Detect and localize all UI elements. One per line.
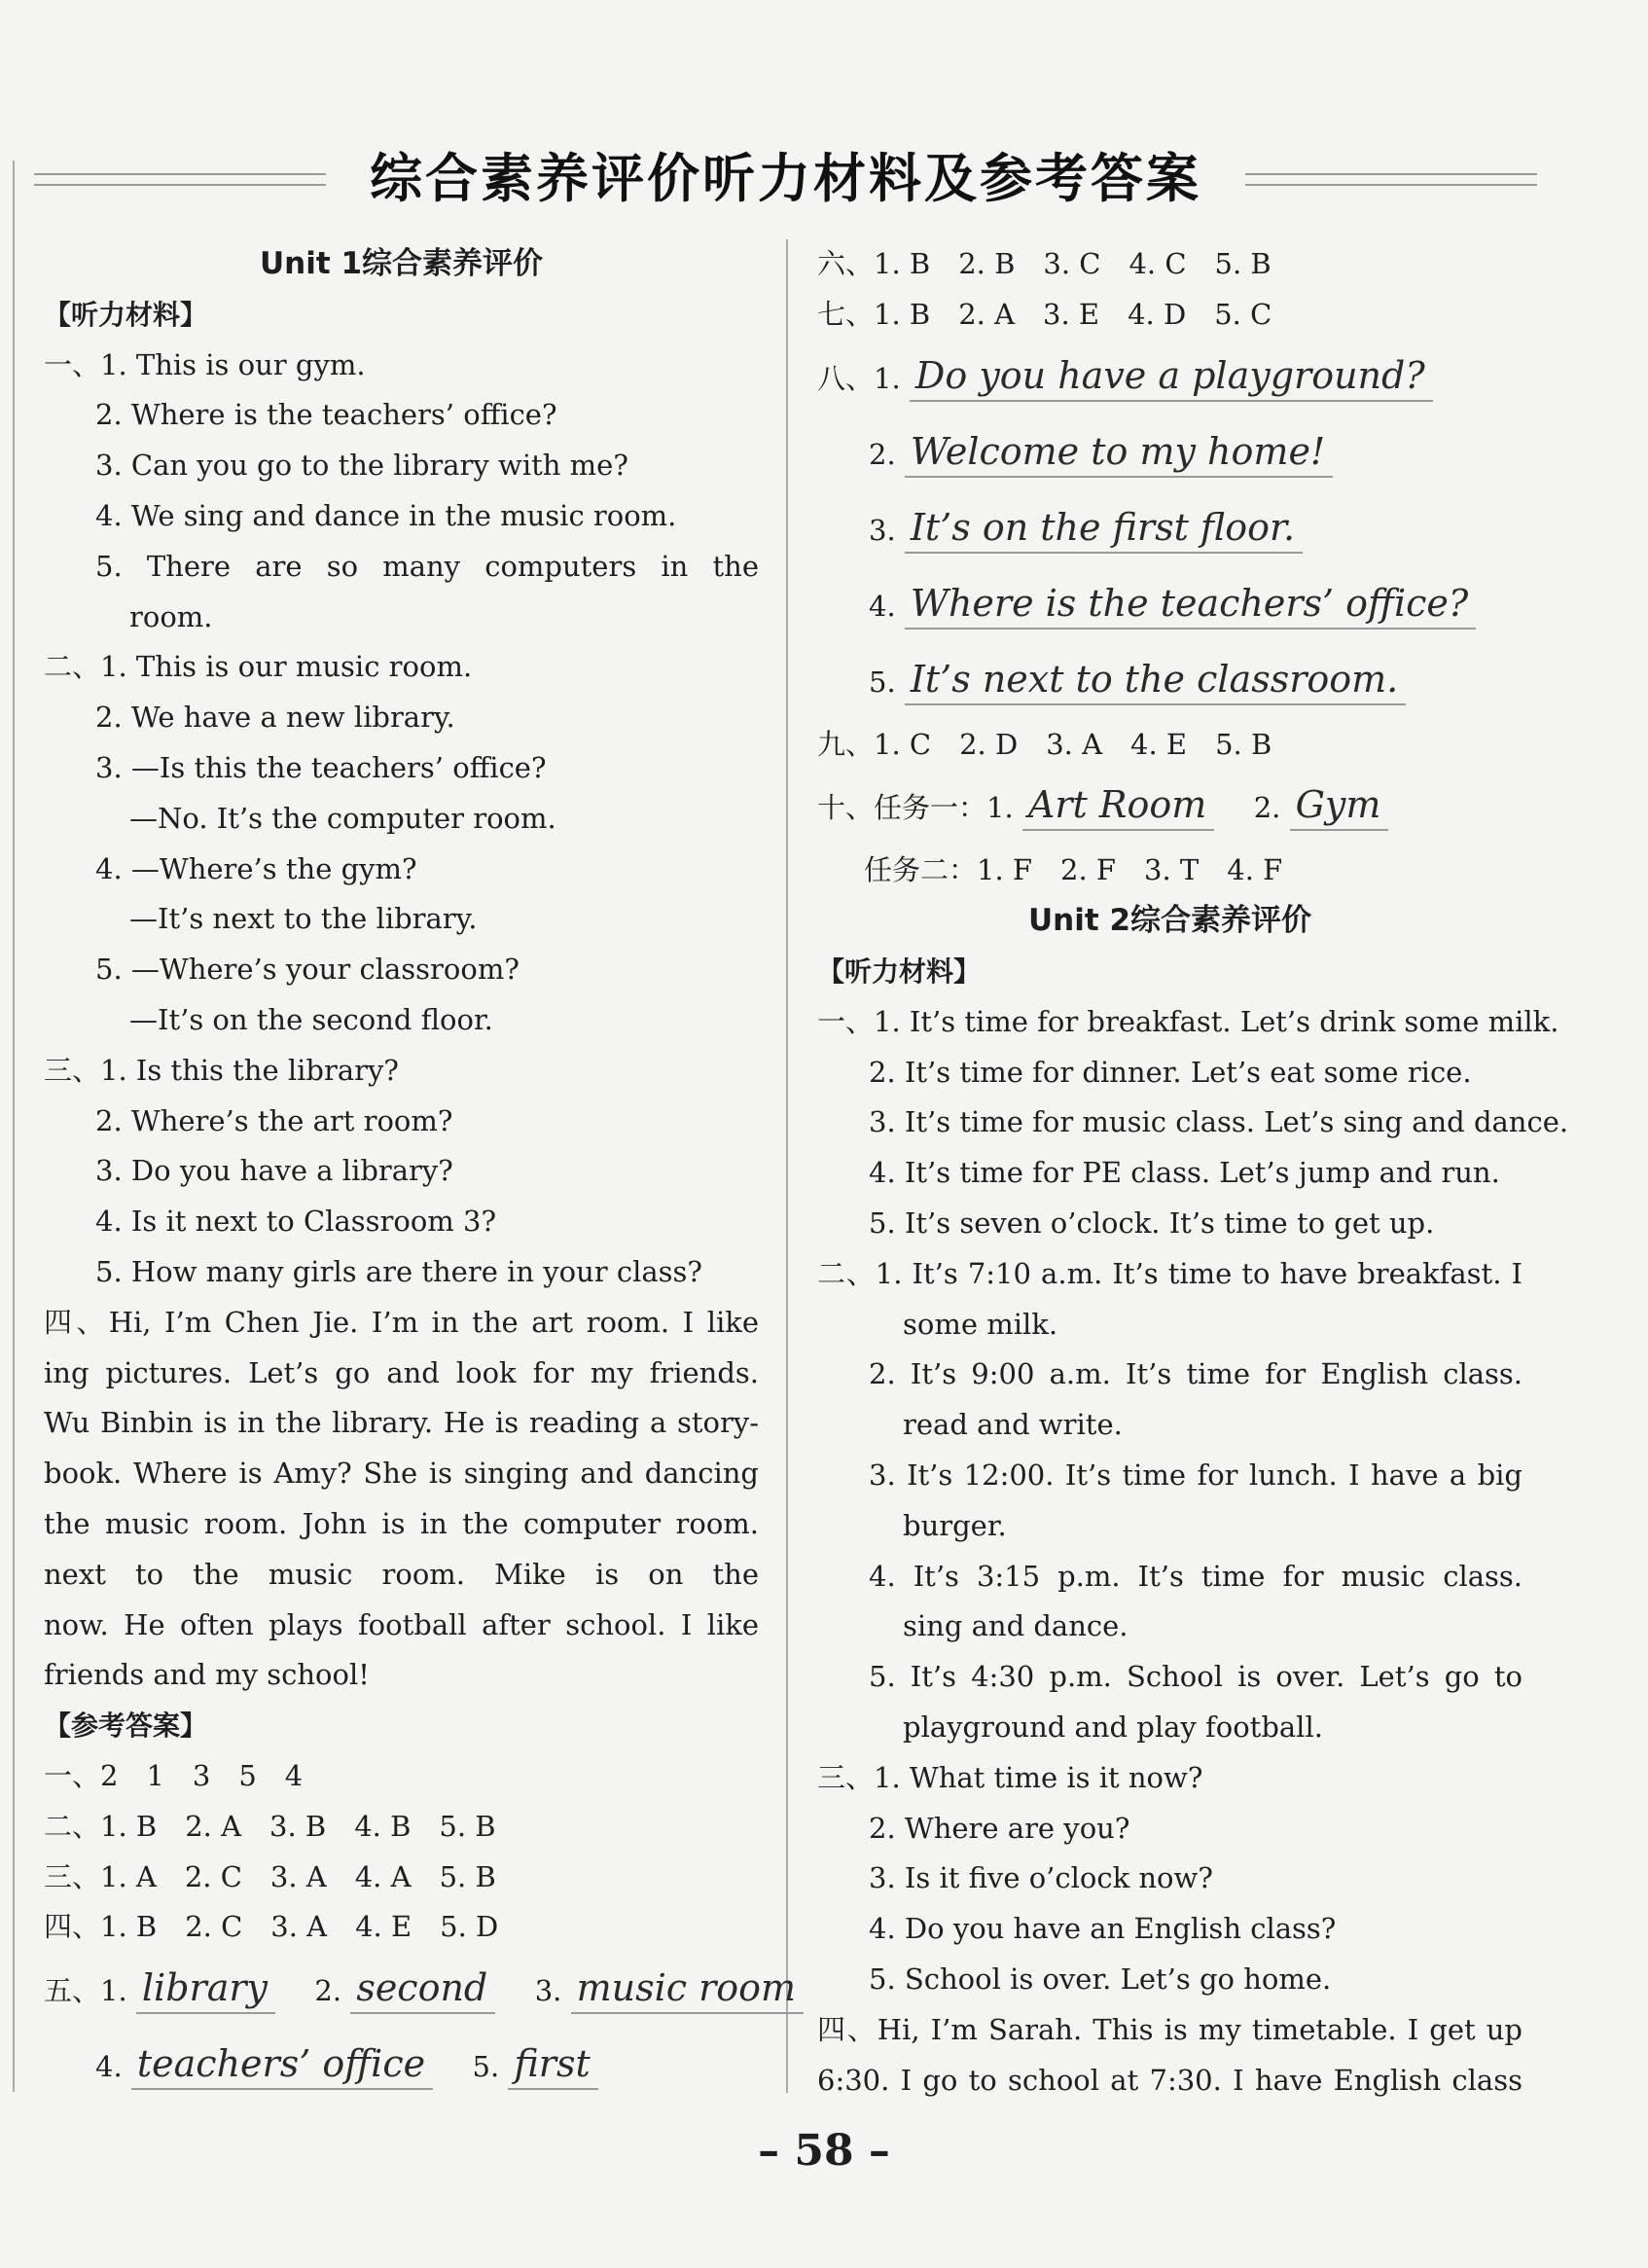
left-column <box>44 239 797 2105</box>
l-s4-line: book. Where is Amy? She is singing and dancing <box>44 1457 759 1491</box>
handwritten-answer: second <box>350 1965 495 2014</box>
r-s3-line: 5. School is over. Let’s go home. <box>869 1962 1332 1996</box>
title-row <box>34 144 1537 214</box>
handwritten-answer: library <box>136 1965 275 2014</box>
answer-num: 4. <box>869 589 896 623</box>
answer-1: 一、2 1 3 5 4 <box>44 1758 304 1792</box>
r-s3-line: 4. Do you have an English class? <box>869 1912 1337 1946</box>
answer-num: 2. <box>314 1974 342 2008</box>
l-s3-line: 三、1. Is this the library? <box>44 1053 399 1087</box>
l-s3-line: 4. Is it next to Classroom 3? <box>95 1205 497 1239</box>
answer-2: 二、1. B 2. A 3. B 4. B 5. B <box>44 1809 496 1843</box>
answer-10-prefix: 十、任务一：1. <box>817 791 1014 825</box>
handwritten-answer: Do you have a playground? <box>910 353 1433 402</box>
r-s1-line: 5. It’s seven o’clock. It’s time to get up. <box>869 1206 1435 1240</box>
left-margin-line <box>13 161 15 2092</box>
r-s4-line: 6:30. I go to school at 7:30. I have English class <box>817 2063 1523 2097</box>
page-number: – 58 – <box>758 2126 890 2176</box>
r-s2-line: 二、1. It’s 7:10 a.m. It’s time to have breakfast. I <box>817 1256 1523 1290</box>
r-s2-line: read and write. <box>903 1408 1123 1442</box>
answer-8-row <box>817 492 1523 568</box>
l-s4-line: now. He often plays football after school. I like <box>44 1607 759 1641</box>
l-s4-line: ing pictures. Let’s go and look for my friends. <box>44 1355 759 1389</box>
answer-8-row <box>817 568 1523 644</box>
answer-num: 4. <box>95 2050 123 2084</box>
answer-9: 九、1. C 2. D 3. A 4. E 5. B <box>817 727 1272 761</box>
l-s4-line: the music room. John is in the computer room. <box>44 1506 759 1540</box>
title-rule-left <box>34 173 326 186</box>
r-s2-line: 4. It’s 3:15 p.m. It’s time for music class. <box>869 1559 1523 1593</box>
handwritten-answer: teachers’ office <box>131 2041 433 2090</box>
r-s2-line: sing and dance. <box>903 1609 1129 1643</box>
r-s1-line: 2. It’s time for dinner. Let’s eat some rice. <box>869 1055 1472 1089</box>
answer-4: 四、1. B 2. C 3. A 4. E 5. D <box>44 1910 499 1944</box>
answer-num: 2. <box>1253 791 1281 825</box>
l-s1-line: 3. Can you go to the library with me? <box>95 449 628 483</box>
handwritten-answer: first <box>508 2041 597 2090</box>
l-s1-line: room. <box>129 599 213 633</box>
l-s1-line: 2. Where is the teachers’ office? <box>95 398 557 432</box>
l-s2-line: 4. —Where’s the gym? <box>95 851 417 885</box>
answer-6: 六、1. B 2. B 3. C 4. C 5. B <box>817 247 1272 280</box>
answer-num: 2. <box>869 437 896 471</box>
l-s2-line: 3. —Is this the teachers’ office? <box>95 750 547 784</box>
page-title: 综合素养评价听力材料及参考答案 <box>370 148 1201 209</box>
l-s4-line: 四、Hi, I’m Chen Jie. I’m in the art room. I like <box>44 1305 759 1339</box>
right-column <box>817 239 1569 2106</box>
r-s1-line: 一、1. It’s time for breakfast. Let’s drink some milk. <box>817 1004 1559 1038</box>
r-s2-line: 3. It’s 12:00. It’s time for lunch. I have a big <box>869 1458 1523 1492</box>
r-s2-line: playground and play football. <box>903 1710 1323 1744</box>
l-s3-line: 3. Do you have a library? <box>95 1154 453 1188</box>
l-s3-line: 2. Where’s the art room? <box>95 1103 453 1137</box>
answer-10-task2: 任务二：1. F 2. F 3. T 4. F <box>864 853 1283 887</box>
answer-num: 5. <box>869 665 896 699</box>
unit1-title: Unit 1综合素养评价 <box>259 246 544 281</box>
handwritten-answer: Where is the teachers’ office? <box>905 581 1476 630</box>
handwritten-answer: Gym <box>1290 782 1389 831</box>
l-s2-line: —It’s next to the library. <box>129 902 478 936</box>
handwritten-answer: music room <box>571 1965 804 2014</box>
r-s2-line: 2. It’s 9:00 a.m. It’s time for English class. <box>869 1357 1523 1391</box>
answer-5-row1 <box>44 1953 797 2029</box>
answer-8-row <box>817 644 1523 720</box>
l-s1-line: 一、1. This is our gym. <box>44 347 366 381</box>
r-s2-line: 5. It’s 4:30 p.m. School is over. Let’s go to <box>869 1660 1523 1694</box>
handwritten-answer: Welcome to my home! <box>905 429 1333 478</box>
r-s3-line: 2. Where are you? <box>869 1811 1130 1845</box>
l-s1-line: 5. There are so many computers in the <box>95 549 759 583</box>
r-s3-line: 3. Is it five o’clock now? <box>869 1861 1213 1895</box>
listening-header: 【听力材料】 <box>817 954 982 988</box>
l-s2-line: 5. —Where’s your classroom? <box>95 953 519 987</box>
l-s2-line: 2. We have a new library. <box>95 701 455 735</box>
l-s4-line: next to the music room. Mike is on the <box>44 1557 759 1591</box>
handwritten-answer: Art Room <box>1022 782 1214 831</box>
listening-header: 【听力材料】 <box>44 298 208 331</box>
answer-7: 七、1. B 2. A 3. E 4. D 5. C <box>817 297 1272 331</box>
answer-num: 3. <box>869 513 896 547</box>
l-s2-line: 二、1. This is our music room. <box>44 650 473 684</box>
r-s1-line: 4. It’s time for PE class. Let’s jump and run. <box>869 1156 1500 1190</box>
r-s2-line: some milk. <box>903 1307 1058 1341</box>
answer-3: 三、1. A 2. C 3. A 4. A 5. B <box>44 1859 496 1893</box>
r-s1-line: 3. It’s time for music class. Let’s sing and dance. <box>869 1105 1569 1139</box>
column-divider <box>786 239 788 2093</box>
answer-5-prefix: 五、1. <box>44 1974 127 2008</box>
handwritten-answer: It’s next to the classroom. <box>905 657 1406 705</box>
handwritten-answer: It’s on the first floor. <box>905 505 1303 554</box>
r-s3-line: 三、1. What time is it now? <box>817 1760 1203 1794</box>
l-s1-line: 4. We sing and dance in the music room. <box>95 498 677 532</box>
answer-num: 3. <box>534 1974 562 2008</box>
l-s4-line: Wu Binbin is in the library. He is reading a story- <box>44 1406 759 1440</box>
r-s2-line: burger. <box>903 1508 1007 1542</box>
unit2-title: Unit 2综合素养评价 <box>1027 903 1312 939</box>
l-s4-line: friends and my school! <box>44 1658 370 1692</box>
answer-8-prefix: 八、1. <box>817 361 901 395</box>
answer-8-row <box>817 341 1523 416</box>
r-s4-line: 四、Hi, I’m Sarah. This is my timetable. I get up <box>817 2012 1523 2046</box>
answers-header: 【参考答案】 <box>44 1710 208 1743</box>
answer-10-row <box>817 770 1523 846</box>
title-rule-right <box>1245 173 1537 186</box>
l-s2-line: —It’s on the second floor. <box>129 1002 493 1036</box>
answer-num: 5. <box>472 2050 500 2084</box>
l-s2-line: —No. It’s the computer room. <box>129 801 556 835</box>
l-s3-line: 5. How many girls are there in your class? <box>95 1254 702 1288</box>
answer-8-row <box>817 416 1523 492</box>
answer-5-row2 <box>44 2029 759 2105</box>
